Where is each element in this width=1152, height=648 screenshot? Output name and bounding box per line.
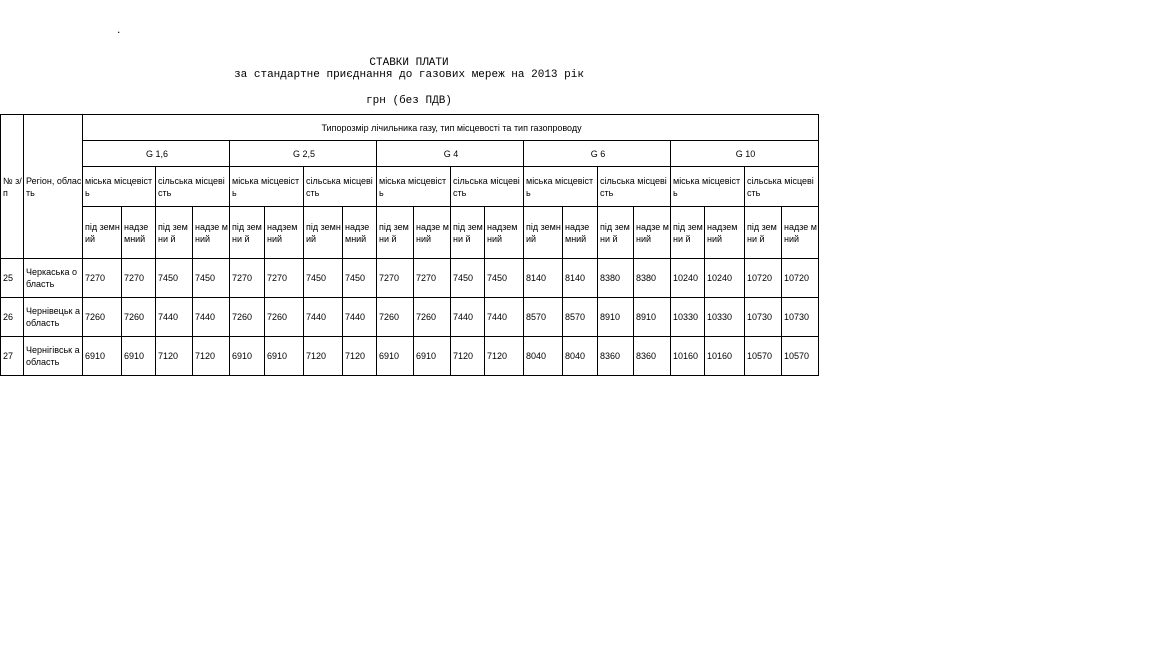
meter-size-header: G 4 bbox=[377, 141, 524, 167]
rate-value: 6910 bbox=[377, 337, 414, 376]
rate-value: 6910 bbox=[230, 337, 265, 376]
rate-value: 6910 bbox=[83, 337, 122, 376]
rate-value: 8140 bbox=[524, 259, 563, 298]
rate-value: 7120 bbox=[156, 337, 193, 376]
table-row bbox=[1, 259, 819, 298]
rate-value: 8380 bbox=[598, 259, 634, 298]
rate-value: 7450 bbox=[343, 259, 377, 298]
rate-value: 7440 bbox=[451, 298, 485, 337]
rate-value: 7440 bbox=[343, 298, 377, 337]
meter-size-header: G 6 bbox=[524, 141, 671, 167]
rate-value: 7450 bbox=[156, 259, 193, 298]
row-region: Чернівецьк а область bbox=[24, 298, 83, 337]
pipe-type-underground: під земний bbox=[524, 207, 563, 259]
row-region: Черкаська область bbox=[24, 259, 83, 298]
rate-value: 7450 bbox=[304, 259, 343, 298]
meter-size-header: G 1,6 bbox=[83, 141, 230, 167]
document-subtitle: за стандартне приєднання до газових мереж на 2013 рік bbox=[234, 69, 584, 81]
rate-value: 7270 bbox=[230, 259, 265, 298]
area-type-rural: сільська місцевість bbox=[451, 167, 524, 207]
area-type-urban: міська місцевість bbox=[83, 167, 156, 207]
rate-value: 7270 bbox=[122, 259, 156, 298]
rate-value: 6910 bbox=[122, 337, 156, 376]
document-title: СТАВКИ ПЛАТИ bbox=[369, 57, 449, 69]
pipe-type-overground: надзе мний bbox=[634, 207, 671, 259]
rate-value: 7120 bbox=[193, 337, 230, 376]
rate-value: 8570 bbox=[524, 298, 563, 337]
rate-value: 7440 bbox=[304, 298, 343, 337]
rate-value: 8040 bbox=[524, 337, 563, 376]
rate-value: 8140 bbox=[563, 259, 598, 298]
rate-value: 7440 bbox=[193, 298, 230, 337]
group-header: Типорозмір лічильника газу, тип місцевості та тип газопроводу bbox=[83, 115, 819, 141]
pipe-type-overground: надзе мний bbox=[193, 207, 230, 259]
rate-value: 7450 bbox=[451, 259, 485, 298]
rate-value: 6910 bbox=[414, 337, 451, 376]
pipe-type-overground: надзе мний bbox=[563, 207, 598, 259]
rate-value: 7270 bbox=[83, 259, 122, 298]
rate-value: 8910 bbox=[598, 298, 634, 337]
area-type-rural: сільська місцевість bbox=[304, 167, 377, 207]
col-header-region: Регіон, область bbox=[24, 115, 83, 259]
rate-value: 7120 bbox=[451, 337, 485, 376]
rate-value: 10330 bbox=[671, 298, 705, 337]
rate-value: 8360 bbox=[634, 337, 671, 376]
rate-value: 7440 bbox=[485, 298, 524, 337]
rate-value: 7120 bbox=[304, 337, 343, 376]
rate-value: 7260 bbox=[265, 298, 304, 337]
row-number: 25 bbox=[1, 259, 24, 298]
pipe-type-overground: надзем ний bbox=[705, 207, 745, 259]
rate-value: 7120 bbox=[485, 337, 524, 376]
rate-value: 7120 bbox=[343, 337, 377, 376]
rate-value: 10720 bbox=[782, 259, 819, 298]
area-type-urban: міська місцевість bbox=[377, 167, 451, 207]
rate-value: 10160 bbox=[671, 337, 705, 376]
row-region: Чернігівськ а область bbox=[24, 337, 83, 376]
area-type-rural: сільська місцевість bbox=[598, 167, 671, 207]
rates-table bbox=[0, 114, 819, 376]
pipe-type-underground: під земни й bbox=[598, 207, 634, 259]
pipe-type-overground: надзе мний bbox=[782, 207, 819, 259]
pipe-type-underground: під земни й bbox=[671, 207, 705, 259]
rate-value: 7450 bbox=[485, 259, 524, 298]
pipe-type-underground: під земни й bbox=[451, 207, 485, 259]
pipe-type-underground: під земни й bbox=[230, 207, 265, 259]
table-row bbox=[1, 298, 819, 337]
pipe-type-underground: під земний bbox=[83, 207, 122, 259]
rate-value: 10240 bbox=[705, 259, 745, 298]
table-row bbox=[1, 337, 819, 376]
row-number: 27 bbox=[1, 337, 24, 376]
pipe-type-overground: надзем ний bbox=[485, 207, 524, 259]
pipe-type-underground: під земни й bbox=[745, 207, 782, 259]
rate-value: 7260 bbox=[83, 298, 122, 337]
rate-value: 10240 bbox=[671, 259, 705, 298]
rate-value: 7270 bbox=[377, 259, 414, 298]
rate-value: 8040 bbox=[563, 337, 598, 376]
stray-dot: . bbox=[117, 22, 121, 36]
pipe-type-underground: під земни й bbox=[377, 207, 414, 259]
rate-value: 8380 bbox=[634, 259, 671, 298]
rate-value: 7260 bbox=[414, 298, 451, 337]
rate-value: 8910 bbox=[634, 298, 671, 337]
rate-value: 10730 bbox=[745, 298, 782, 337]
rate-value: 10570 bbox=[745, 337, 782, 376]
area-type-urban: міська місцевість bbox=[230, 167, 304, 207]
pipe-type-overground: надзе мний bbox=[343, 207, 377, 259]
rate-value: 7260 bbox=[230, 298, 265, 337]
rate-value: 10570 bbox=[782, 337, 819, 376]
area-type-rural: сільська місцевість bbox=[156, 167, 230, 207]
rate-value: 7440 bbox=[156, 298, 193, 337]
rate-value: 10160 bbox=[705, 337, 745, 376]
pipe-type-underground: під земний bbox=[304, 207, 343, 259]
rate-value: 7260 bbox=[377, 298, 414, 337]
pipe-type-overground: надзе мний bbox=[122, 207, 156, 259]
area-type-urban: міська місцевість bbox=[671, 167, 745, 207]
pipe-type-overground: надзем ний bbox=[265, 207, 304, 259]
rate-value: 10330 bbox=[705, 298, 745, 337]
currency-note: грн (без ПДВ) bbox=[366, 95, 452, 107]
rate-value: 7270 bbox=[265, 259, 304, 298]
rate-value: 10730 bbox=[782, 298, 819, 337]
rate-value: 7260 bbox=[122, 298, 156, 337]
rate-value: 7450 bbox=[193, 259, 230, 298]
rate-value: 7270 bbox=[414, 259, 451, 298]
area-type-rural: сільська місцевість bbox=[745, 167, 819, 207]
col-header-number: № з/п bbox=[1, 115, 24, 259]
rate-value: 6910 bbox=[265, 337, 304, 376]
pipe-type-overground: надзе мний bbox=[414, 207, 451, 259]
rate-value: 10720 bbox=[745, 259, 782, 298]
rate-value: 8360 bbox=[598, 337, 634, 376]
rate-value: 8570 bbox=[563, 298, 598, 337]
pipe-type-underground: під земни й bbox=[156, 207, 193, 259]
area-type-urban: міська місцевість bbox=[524, 167, 598, 207]
meter-size-header: G 2,5 bbox=[230, 141, 377, 167]
row-number: 26 bbox=[1, 298, 24, 337]
meter-size-header: G 10 bbox=[671, 141, 819, 167]
